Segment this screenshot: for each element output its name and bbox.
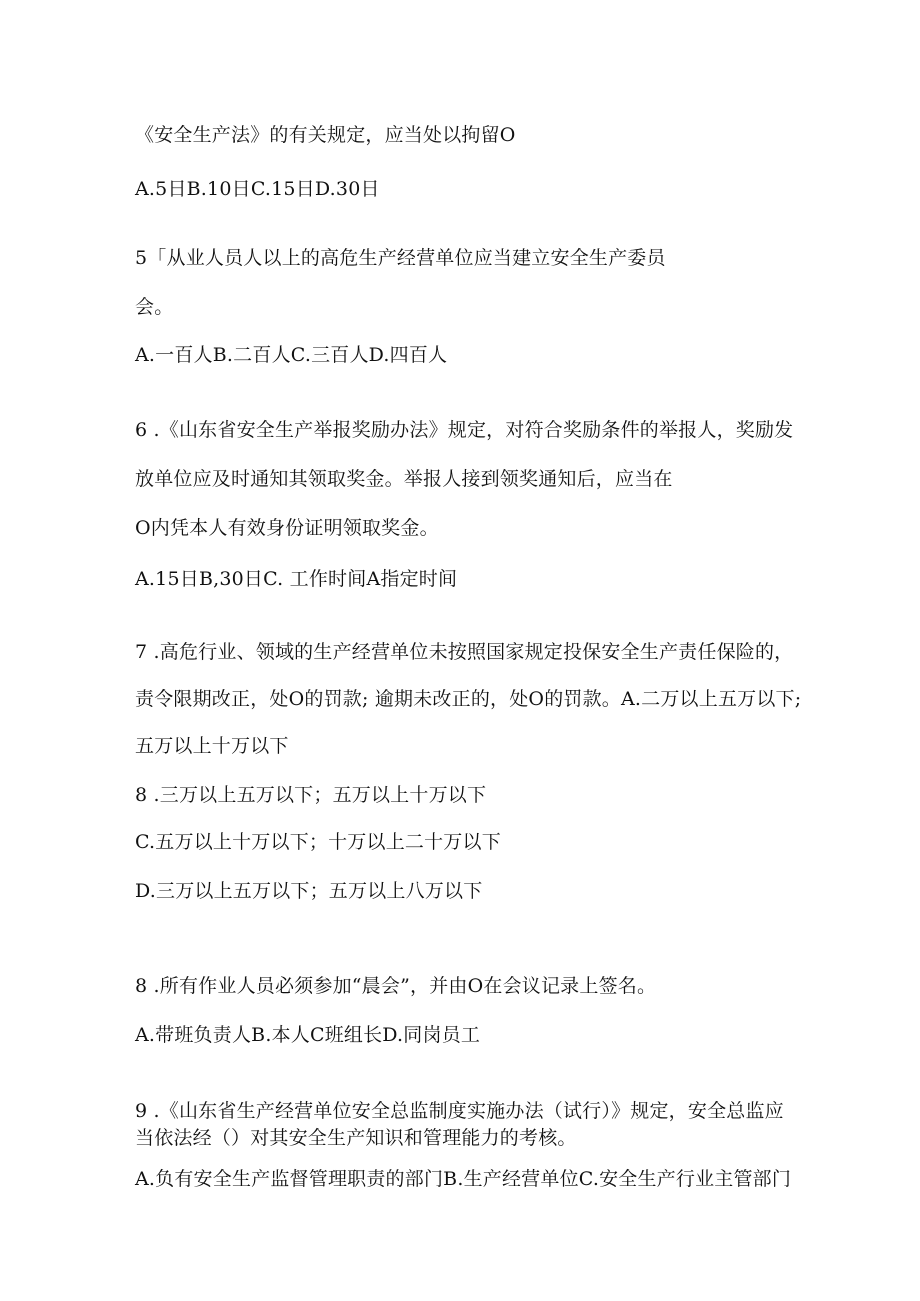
text-line-q7-stem: 7 .高危行业、领域的生产经营单位未按照国家规定投保安全生产责任保险的， <box>135 641 794 663</box>
text-line-q8-options: A.带班负责人B.本人C班组长D.同岗员工 <box>135 1024 481 1046</box>
text-line-q5-stem: 5「从业人员人以上的高危生产经营单位应当建立安全生产委员 <box>135 247 666 269</box>
text-line-q6-options: A.15日B,30日C. 工作时间A指定时间 <box>135 568 458 590</box>
text-line-q6-stem-end: O内凭本人有效身份证明领取奖金。 <box>135 517 439 539</box>
text-line-q7-stem-cont: 责令限期改正，处O的罚款; 逾期未改正的，处O的罚款。A.二万以上五万以下; <box>135 688 802 710</box>
text-line-q9-stem-end: 当依法经（）对其安全生产知识和管理能力的考核。 <box>135 1127 577 1149</box>
text-line-q5-options: A.一百人B.二百人C.三百人D.四百人 <box>135 344 448 366</box>
text-line-q9-options: A.负有安全生产监督管理职责的部门B.生产经营单位C.安全生产行业主管部门 <box>135 1168 792 1190</box>
text-line-q6-stem-cont: 放单位应及时通知其领取奖金。举报人接到领奖通知后，应当在 <box>135 468 673 490</box>
text-line-q6-stem: 6 .《山东省安全生产举报奖励办法》规定，对符合奖励条件的举报人，奖励发 <box>135 419 794 441</box>
text-line-q7-option-d: D.三万以上五万以下；五万以上八万以下 <box>135 880 483 902</box>
text-line-q9-stem: 9 .《山东省生产经营单位安全总监制度实施办法（试行）》规定，安全总监应 <box>135 1100 784 1122</box>
text-line-q5-stem-end: 会。 <box>135 296 174 318</box>
text-line-q4-options: A.5日B.10日C.15日D.30日 <box>135 178 380 200</box>
text-line-q7-option-b: 8 .三万以上五万以下；五万以上十万以下 <box>135 784 487 806</box>
text-line-q7-option-c: C.五万以上十万以下；十万以上二十万以下 <box>135 831 501 853</box>
text-line-q8-stem: 8 .所有作业人员必须参加“晨会”，并由O在会议记录上签名。 <box>135 975 657 997</box>
text-line-q4-stem-end: 《安全生产法》的有关规定，应当处以拘留O <box>135 124 516 146</box>
text-line-q7-option-a-cont: 五万以上十万以下 <box>135 735 289 757</box>
